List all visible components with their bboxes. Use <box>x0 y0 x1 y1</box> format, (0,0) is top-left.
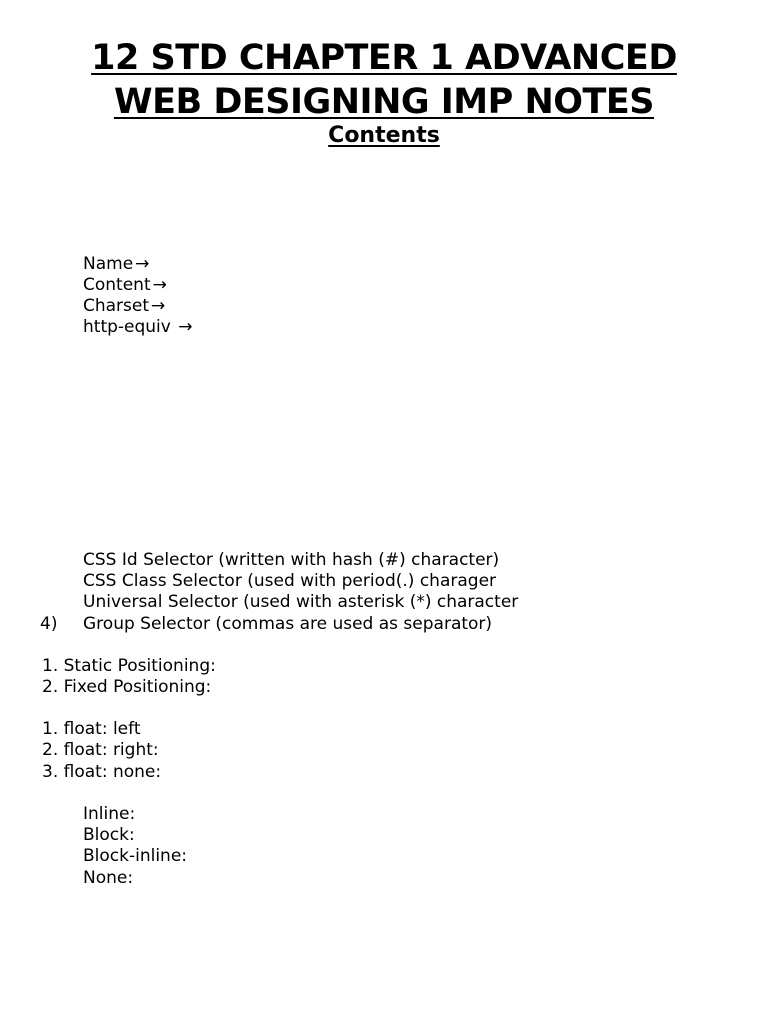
arrow-right-icon: → <box>135 254 150 274</box>
meta-attribute-item: http-equiv → <box>83 317 193 337</box>
display-item: Inline: <box>83 804 136 824</box>
document-title-line-2: WEB DESIGNING IMP NOTES <box>113 82 655 122</box>
document-title-line-1: 12 STD CHAPTER 1 ADVANCED <box>91 38 677 78</box>
selector-item: Universal Selector (used with asterisk (*) character <box>83 592 519 612</box>
selector-item: Group Selector (commas are used as separator) <box>83 614 493 634</box>
float-item: 3. float: none: <box>42 762 162 782</box>
float-item: 1. float: left <box>42 719 141 739</box>
selector-item-number: 4) <box>40 614 58 634</box>
arrow-right-icon: → <box>151 296 166 316</box>
selector-item: CSS Class Selector (used with period(.) charager <box>83 571 497 591</box>
meta-attribute-item: Content → <box>83 275 167 295</box>
positioning-item: 1. Static Positioning: <box>42 656 216 676</box>
display-item: None: <box>83 868 134 888</box>
display-item: Block-inline: <box>83 846 188 866</box>
contents-heading: Contents <box>328 123 440 148</box>
arrow-right-icon: → <box>152 275 167 295</box>
selector-item: CSS Id Selector (written with hash (#) character) <box>83 550 500 570</box>
float-item: 2. float: right: <box>42 740 159 760</box>
display-item: Block: <box>83 825 135 845</box>
positioning-item: 2. Fixed Positioning: <box>42 677 212 697</box>
arrow-right-icon: → <box>178 317 193 337</box>
meta-attribute-item: Name → <box>83 254 150 274</box>
meta-attribute-item: Charset → <box>83 296 166 316</box>
